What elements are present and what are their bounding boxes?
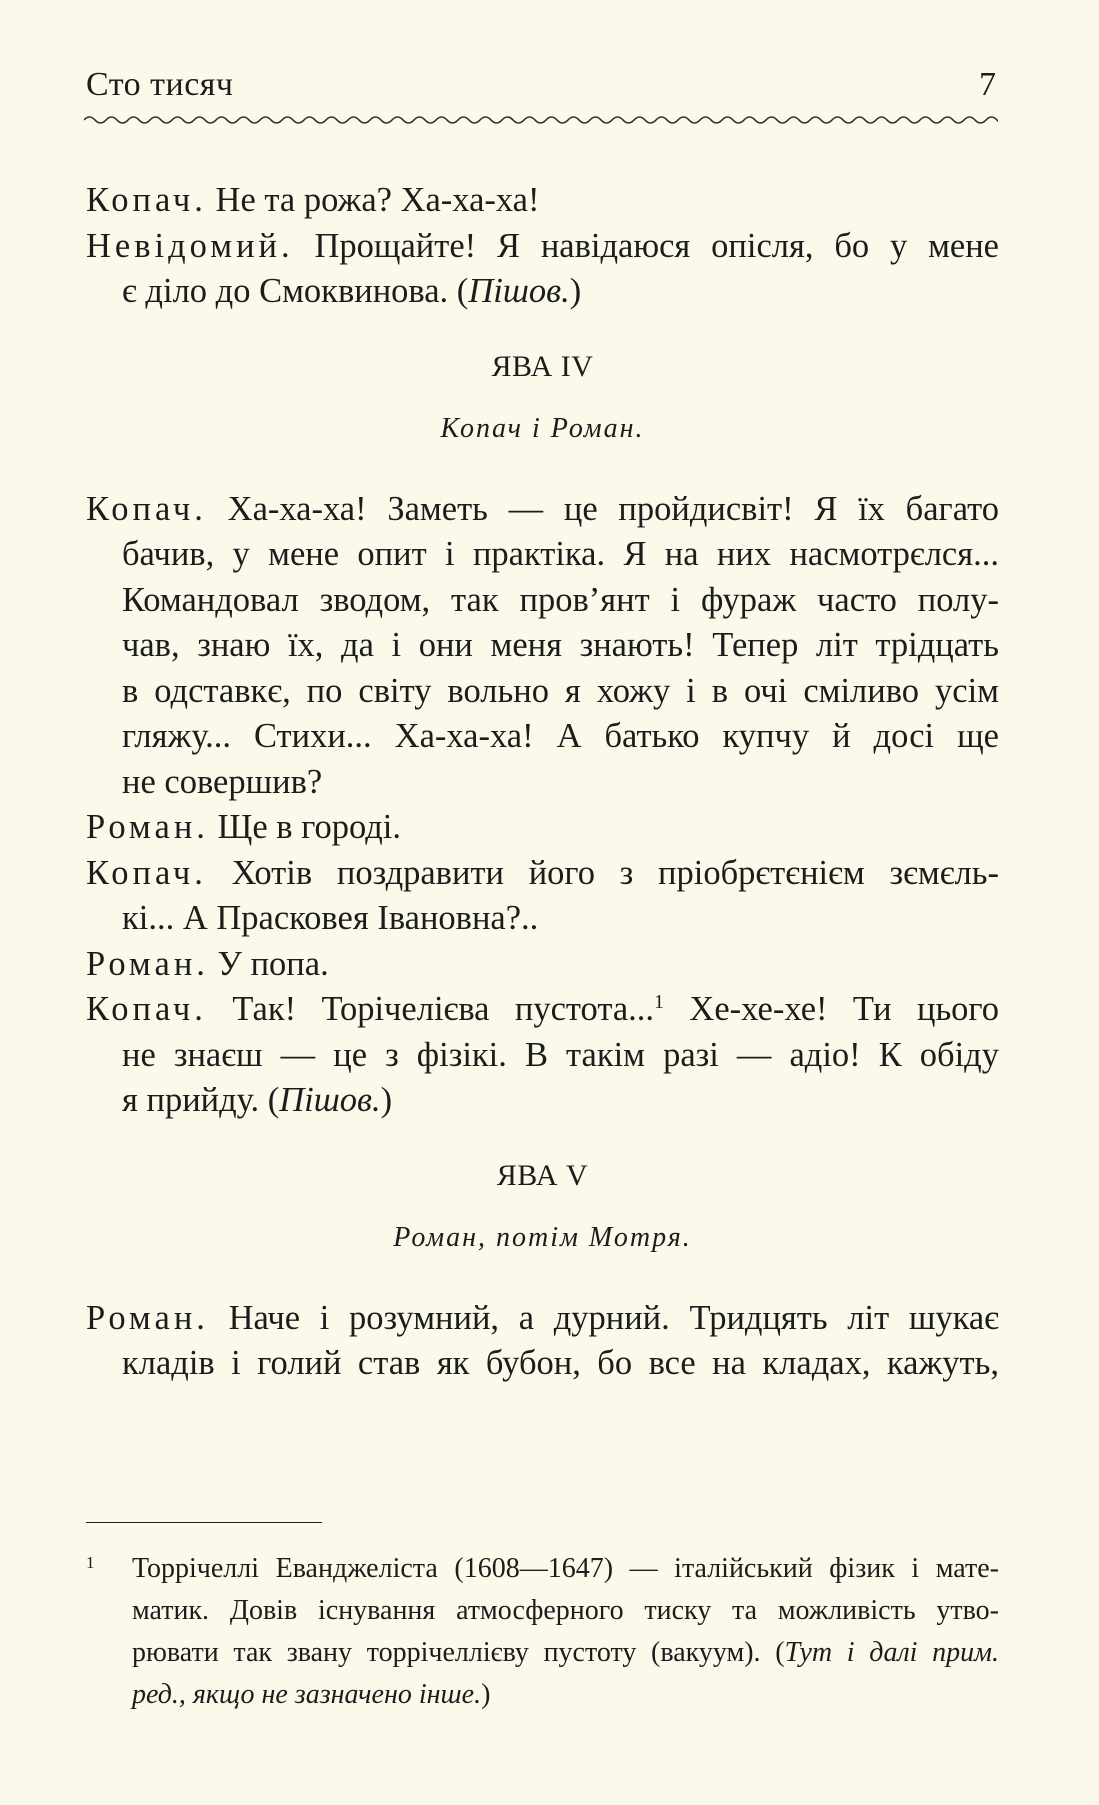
dialogue-text: Ха-ха-ха! Заметь — це пройдисвіт! Я їх багато: [206, 489, 999, 528]
dialogue-text: Не та рожа? Ха-ха-ха!: [206, 181, 540, 219]
footnote-note: ред., якщо не зазначено інше.: [132, 1679, 482, 1710]
dialogue-text: в одставкє, по світу вольно я хожу і в очі сміливо усім: [122, 671, 999, 710]
dialogue-block: [86, 851, 999, 942]
dialogue-block: [86, 1296, 999, 1387]
footnote-text: ): [481, 1679, 491, 1710]
footnote-text: Торрічеллі Еванджеліста (1608—1647) — італійський фізик і мате-: [132, 1553, 999, 1584]
speaker-name: Копач.: [86, 489, 207, 528]
dialogue-text: Ще в городі.: [208, 808, 402, 846]
wavy-ornament-rule: [84, 112, 998, 128]
speaker-name: Невідомий.: [86, 226, 294, 265]
dialogue-text: Прощайте! Я навідаюся опісля, бо у мене: [293, 226, 999, 265]
dialogue-block: [86, 987, 999, 1124]
footnote-reference[interactable]: 1: [654, 991, 665, 1013]
dialogue-block: [86, 178, 999, 224]
dialogue-text: Командовал зводом, так пров’янт і фураж часто полу-: [122, 580, 999, 619]
dialogue-text: гляжу... Стихи... Ха-ха-ха! А батько купчу й досі ще: [122, 717, 999, 755]
dialogue-block: [86, 942, 999, 988]
dialogue-text: ): [569, 272, 582, 310]
dialogue-text: є діло до Смоквинова. (: [122, 272, 469, 310]
speaker-name: Роман.: [86, 944, 209, 983]
speaker-name: Копач.: [86, 853, 207, 892]
speaker-name: Копач.: [86, 181, 207, 219]
speaker-name: Роман.: [86, 1298, 209, 1337]
footnote-divider: [86, 1522, 322, 1523]
footnote-note: Тут і далі прим.: [784, 1637, 1000, 1668]
scene-heading: ЯВА V: [496, 1158, 589, 1192]
scene-heading: ЯВА IV: [491, 349, 594, 383]
running-title: Сто тисяч: [86, 66, 234, 103]
dialogue-block: [86, 805, 999, 851]
dialogue-text: Наче і розумний, а дурний. Тридцять літ шукає: [208, 1298, 999, 1337]
speaker-name: Роман.: [86, 808, 209, 846]
dialogue-block: [86, 224, 999, 315]
dialogue-text: Так! Торічелієва пустота...: [206, 990, 655, 1028]
dialogue-text: Хотів поздравити його з пріобрєтєнієм зємєль-: [206, 853, 999, 892]
dialogue-text: Хе-хе-хе! Ти цього: [664, 990, 999, 1028]
dialogue-text: кі... А Прасковея Івановна?..: [122, 899, 539, 937]
dialogue-text: не знаєш — це з фізікі. В такім разі — адіо! К обіду: [122, 1035, 999, 1074]
footnote: [86, 1548, 999, 1716]
page-header: [86, 66, 996, 110]
dialogue-text: не совершив?: [122, 762, 323, 801]
dialogue-text: бачив, у мене опит і практіка. Я на них насмотрєлся...: [122, 535, 999, 573]
play-text: [86, 178, 999, 1387]
footnote-text: матик. Довів існування атмосферного тиску та можливість утво-: [132, 1595, 999, 1626]
dialogue-text: чав, знаю їх, да і они меня знають! Тепер літ трідцать: [122, 626, 999, 664]
scene-cast: Копач і Роман.: [440, 412, 645, 444]
dialogue-text: я прийду. (: [122, 1081, 280, 1119]
stage-direction: Пішов.: [279, 1081, 381, 1119]
dialogue-text: кладів і голий став як бубон, бо все на кладах, кажуть,: [122, 1344, 999, 1382]
footnote-text: рювати так звану торрічеллієву пустоту (вакуум). (: [132, 1637, 785, 1668]
page-number: 7: [979, 66, 996, 103]
dialogue-block: [86, 487, 999, 806]
dialogue-text: У попа.: [208, 944, 329, 983]
dialogue-text: ): [380, 1081, 393, 1119]
footnote-marker: 1: [86, 1553, 95, 1572]
stage-direction: Пішов.: [468, 272, 570, 310]
speaker-name: Копач.: [86, 990, 207, 1028]
scene-cast: Роман, потім Мотря.: [393, 1221, 692, 1253]
